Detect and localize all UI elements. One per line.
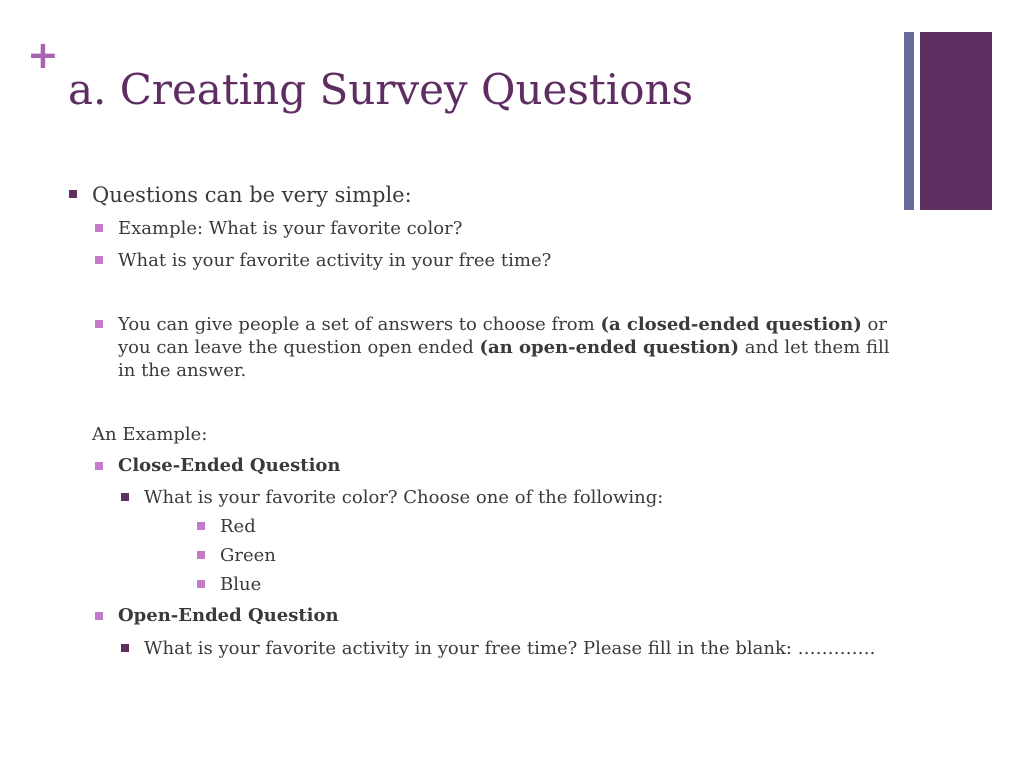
bullet-square-icon (69, 190, 77, 198)
bullet-square-icon (95, 224, 103, 232)
bullet-square-icon (197, 522, 205, 530)
slide-title: a. Creating Survey Questions (68, 65, 694, 114)
sub-bullet-example-color: Example: What is your favorite color? (118, 218, 463, 239)
bullet-square-icon (95, 256, 103, 264)
bullet-square-icon (95, 462, 103, 470)
example-label: An Example: (92, 424, 208, 445)
bullet-square-icon (121, 644, 129, 652)
bullet-square-icon (197, 551, 205, 559)
bullet-square-icon (121, 493, 129, 501)
bullet-square-icon (95, 320, 103, 328)
bullet-simple-questions: Questions can be very simple: (92, 183, 412, 207)
option-blue: Blue (220, 574, 262, 595)
option-green: Green (220, 545, 276, 566)
option-red: Red (220, 516, 256, 537)
open-ended-heading: Open-Ended Question (118, 605, 339, 626)
open-ended-question: What is your favorite activity in your free time? Please fill in the blank: …………. (144, 638, 876, 659)
close-ended-question: What is your favorite color? Choose one of the following: (144, 487, 664, 508)
plus-icon: + (27, 33, 59, 77)
bullet-square-icon (95, 612, 103, 620)
sub-bullet-favorite-activity: What is your favorite activity in your free time? (118, 250, 552, 271)
bullet-square-icon (197, 580, 205, 588)
close-ended-heading: Close-Ended Question (118, 455, 341, 476)
closed-open-explanation: You can give people a set of answers to choose from (a closed-ended question) or you can leave the question open ended (an open-ended question) and let them fill in the answer. (118, 314, 890, 381)
